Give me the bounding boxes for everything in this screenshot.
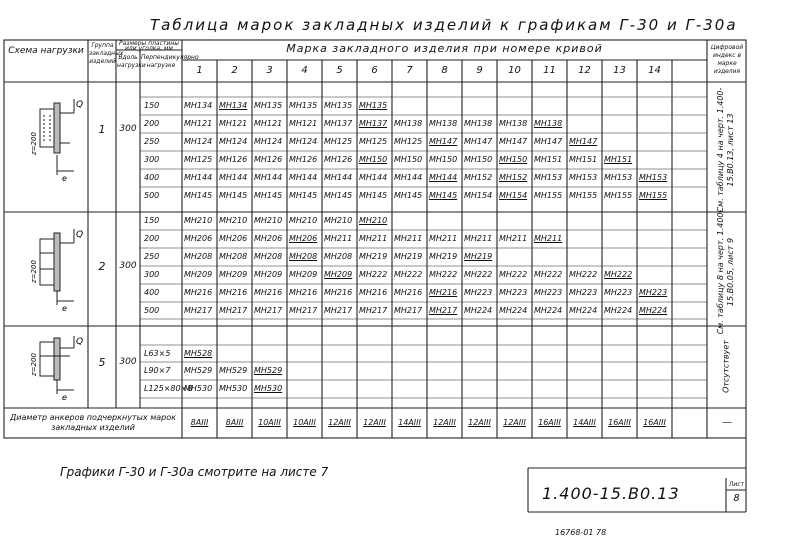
mark-cell: МН222	[429, 270, 458, 279]
anchor-diameter: 10AIII	[293, 418, 316, 427]
row-size: 500	[144, 306, 160, 315]
mark-cell: МН126	[289, 155, 318, 164]
mark-cell: МН210	[324, 216, 353, 225]
mark-cell: МН135	[254, 101, 283, 110]
mark-cell: МН144	[184, 173, 213, 182]
header-scheme: Схема нагрузки	[8, 46, 84, 56]
mark-cell: МН126	[219, 155, 248, 164]
along-value-1: 300	[119, 124, 137, 134]
sheet-number: 8	[733, 493, 740, 504]
svg-text:z=200: z=200	[30, 353, 38, 376]
mark-cell: МН135	[289, 101, 318, 110]
svg-text:e: e	[62, 393, 67, 402]
column-number-8: 8	[441, 65, 448, 76]
anchor-diameter: 16AIII	[538, 418, 561, 427]
scheme-label-q: Q	[76, 100, 84, 110]
mark-cell: МН222	[359, 270, 388, 279]
anchor-diameter: 12AIII	[433, 418, 456, 427]
column-number-1: 1	[196, 65, 203, 76]
anchor-diameter: 8AIII	[225, 418, 244, 427]
mark-cell: МН144	[219, 173, 248, 182]
mark-cell: МН137	[359, 119, 388, 128]
footnote: Графики Г-30 и Г-30а смотрите на листе 7	[60, 465, 329, 479]
mark-cell: МН134	[219, 101, 248, 110]
mark-cell: МН206	[254, 234, 283, 243]
mark-cell: МН208	[219, 252, 248, 261]
mark-cell: МН210	[289, 216, 318, 225]
row-size: 300	[144, 155, 160, 164]
mark-cell: МН224	[569, 306, 598, 315]
group-number-2: 2	[98, 260, 106, 273]
mark-cell: МН530	[254, 384, 283, 393]
mark-cell: МН153	[604, 173, 633, 182]
mark-cell: МН219	[464, 252, 493, 261]
mark-cell: МН216	[289, 288, 318, 297]
column-number-7: 7	[406, 65, 413, 76]
document-code: 1.400-15.В0.13	[542, 484, 680, 503]
mark-cell: МН154	[499, 191, 528, 200]
mark-cell: МН209	[184, 270, 213, 279]
mark-cell: МН121	[184, 119, 213, 128]
row-size: L90×7	[144, 366, 171, 375]
mark-cell: МН147	[429, 137, 458, 146]
load-scheme-2	[14, 225, 84, 315]
mark-cell: МН222	[569, 270, 598, 279]
mark-cell: МН145	[289, 191, 318, 200]
mark-cell: МН150	[499, 155, 528, 164]
svg-text:z=200: z=200	[30, 260, 38, 283]
mark-cell: МН144	[429, 173, 458, 182]
note-group-2: См. таблицу 8 на черт. 1.400-15.В0.05, лист 9	[716, 209, 735, 335]
mark-cell: МН147	[464, 137, 493, 146]
mark-cell: МН144	[359, 173, 388, 182]
column-number-12: 12	[578, 65, 591, 76]
mark-cell: МН209	[219, 270, 248, 279]
mark-cell: МН224	[464, 306, 493, 315]
mark-cell: МН217	[359, 306, 388, 315]
row-size: L63×5	[144, 349, 171, 358]
mark-cell: МН124	[184, 137, 213, 146]
mark-cell: МН223	[604, 288, 633, 297]
mark-cell: МН126	[324, 155, 353, 164]
mark-cell: МН530	[219, 384, 248, 393]
mark-cell: МН209	[254, 270, 283, 279]
mark-cell: МН121	[289, 119, 318, 128]
header-across: Перпендикулярно нагрузке	[141, 54, 199, 69]
mark-cell: МН216	[254, 288, 283, 297]
mark-cell: МН153	[534, 173, 563, 182]
mark-cell: МН216	[394, 288, 423, 297]
mark-cell: МН208	[324, 252, 353, 261]
mark-cell: МН223	[499, 288, 528, 297]
mark-cell: МН224	[499, 306, 528, 315]
mark-cell: МН222	[499, 270, 528, 279]
row-size: L125×80×8	[144, 384, 193, 393]
row-size: 500	[144, 191, 160, 200]
mark-cell: МН206	[219, 234, 248, 243]
mark-cell: МН150	[394, 155, 423, 164]
mark-cell: МН211	[359, 234, 388, 243]
anchor-diameter: 12AIII	[328, 418, 351, 427]
mark-cell: МН223	[569, 288, 598, 297]
row-size: 250	[144, 137, 160, 146]
anchors-label: Диаметр анкеров подчеркнутых марок закладных изделий	[10, 413, 176, 432]
column-number-6: 6	[371, 65, 378, 76]
mark-cell: МН216	[359, 288, 388, 297]
column-number-10: 10	[508, 65, 521, 76]
mark-cell: МН206	[184, 234, 213, 243]
mark-cell: МН222	[394, 270, 423, 279]
mark-cell: МН138	[429, 119, 458, 128]
mark-cell: МН151	[534, 155, 563, 164]
mark-cell: МН206	[289, 234, 318, 243]
mark-cell: МН153	[569, 173, 598, 182]
mark-cell: МН224	[534, 306, 563, 315]
mark-cell: МН219	[394, 252, 423, 261]
group-number-5: 5	[98, 356, 106, 369]
mark-cell: МН121	[254, 119, 283, 128]
mark-cell: МН144	[254, 173, 283, 182]
header-digital: Цифровой индекс в марке изделия	[710, 44, 744, 75]
anchor-diameter: 8AIII	[190, 418, 209, 427]
load-scheme-5	[14, 334, 84, 404]
row-size: 200	[144, 234, 160, 243]
sheet-label: Лист	[728, 481, 745, 488]
mark-cell: МН222	[534, 270, 563, 279]
mark-cell: МН224	[604, 306, 633, 315]
mark-cell: МН216	[219, 288, 248, 297]
mark-cell: МН145	[254, 191, 283, 200]
mark-cell: МН217	[394, 306, 423, 315]
mark-cell: МН152	[499, 173, 528, 182]
mark-cell: МН125	[324, 137, 353, 146]
mark-cell: МН528	[184, 349, 213, 358]
mark-cell: МН154	[464, 191, 493, 200]
svg-text:Q: Q	[76, 337, 84, 347]
mark-cell: МН530	[184, 384, 213, 393]
mark-cell: МН124	[254, 137, 283, 146]
mark-cell: МН155	[534, 191, 563, 200]
mark-cell: МН211	[394, 234, 423, 243]
mark-cell: МН211	[534, 234, 563, 243]
mark-cell: МН144	[289, 173, 318, 182]
mark-cell: МН152	[464, 173, 493, 182]
svg-text:Q: Q	[76, 230, 84, 240]
mark-cell: МН151	[604, 155, 633, 164]
mark-cell: МН209	[289, 270, 318, 279]
archive-stamp: 16768-01 78	[555, 528, 607, 537]
svg-text:e: e	[62, 304, 67, 313]
mark-cell: МН223	[464, 288, 493, 297]
mark-cell: МН529	[184, 366, 213, 375]
along-value-2: 300	[119, 261, 137, 271]
mark-cell: МН222	[604, 270, 633, 279]
mark-cell: МН153	[639, 173, 668, 182]
mark-cell: МН150	[464, 155, 493, 164]
mark-cell: МН224	[639, 306, 668, 315]
header-marks: Марка закладного изделия при номере кривой	[286, 42, 603, 55]
mark-cell: МН211	[499, 234, 528, 243]
column-number-5: 5	[336, 65, 343, 76]
table-title: Таблица марок закладных изделий к графикам Г-30 и Г-30а	[150, 16, 738, 34]
note-group-5: Отсутствует	[721, 340, 731, 393]
mark-cell: МН211	[429, 234, 458, 243]
along-value-5: 300	[119, 357, 137, 367]
mark-cell: МН210	[219, 216, 248, 225]
mark-cell: МН211	[324, 234, 353, 243]
mark-cell: МН217	[254, 306, 283, 315]
load-scheme-1	[14, 95, 84, 185]
anchor-diameter: 16AIII	[643, 418, 666, 427]
mark-cell: МН210	[254, 216, 283, 225]
mark-cell: МН529	[219, 366, 248, 375]
mark-cell: МН217	[219, 306, 248, 315]
mark-cell: МН145	[394, 191, 423, 200]
mark-cell: МН155	[604, 191, 633, 200]
mark-cell: МН155	[569, 191, 598, 200]
mark-cell: МН125	[394, 137, 423, 146]
column-number-9: 9	[476, 65, 483, 76]
mark-cell: МН138	[394, 119, 423, 128]
mark-cell: МН138	[499, 119, 528, 128]
anchor-diameter: 14AIII	[573, 418, 596, 427]
column-number-3: 3	[266, 65, 273, 76]
mark-cell: МН155	[639, 191, 668, 200]
mark-cell: МН150	[429, 155, 458, 164]
mark-cell: МН216	[184, 288, 213, 297]
mark-cell: МН125	[359, 137, 388, 146]
row-size: 400	[144, 288, 160, 297]
mark-cell: МН210	[359, 216, 388, 225]
column-number-13: 13	[613, 65, 626, 76]
svg-text:e: e	[62, 174, 67, 183]
anchor-diameter: 12AIII	[503, 418, 526, 427]
mark-cell: МН208	[254, 252, 283, 261]
note-group-1: См. таблицу 4 на черт. 1.400-15.В0.13, лист 13	[716, 87, 735, 213]
mark-cell: МН219	[359, 252, 388, 261]
anchor-diameter: 16AIII	[608, 418, 631, 427]
mark-cell: МН216	[429, 288, 458, 297]
anchors-digital: —	[722, 417, 732, 428]
mark-cell: МН223	[639, 288, 668, 297]
mark-cell: МН217	[429, 306, 458, 315]
mark-cell: МН125	[184, 155, 213, 164]
mark-cell: МН145	[324, 191, 353, 200]
mark-cell: МН138	[534, 119, 563, 128]
mark-cell: МН209	[324, 270, 353, 279]
mark-cell: МН147	[569, 137, 598, 146]
column-number-14: 14	[648, 65, 661, 76]
svg-text:z=200: z=200	[30, 132, 38, 155]
mark-cell: МН126	[254, 155, 283, 164]
header-sizes: Размеры пластины или уголка, мм	[119, 40, 179, 52]
mark-cell: МН151	[569, 155, 598, 164]
mark-cell: МН145	[219, 191, 248, 200]
mark-cell: МН147	[499, 137, 528, 146]
mark-cell: МН217	[324, 306, 353, 315]
mark-cell: МН150	[359, 155, 388, 164]
row-size: 200	[144, 119, 160, 128]
row-size: 250	[144, 252, 160, 261]
anchor-diameter: 12AIII	[468, 418, 491, 427]
row-size: 400	[144, 173, 160, 182]
mark-cell: МН134	[184, 101, 213, 110]
mark-cell: МН208	[289, 252, 318, 261]
mark-cell: МН210	[184, 216, 213, 225]
mark-cell: МН124	[219, 137, 248, 146]
mark-cell: МН208	[184, 252, 213, 261]
mark-cell: МН124	[289, 137, 318, 146]
anchor-diameter: 12AIII	[363, 418, 386, 427]
mark-cell: МН217	[289, 306, 318, 315]
mark-cell: МН144	[394, 173, 423, 182]
mark-cell: МН223	[534, 288, 563, 297]
anchor-diameter: 10AIII	[258, 418, 281, 427]
mark-cell: МН145	[184, 191, 213, 200]
mark-cell: МН135	[359, 101, 388, 110]
row-size: 150	[144, 216, 160, 225]
mark-cell: МН145	[429, 191, 458, 200]
mark-cell: МН217	[184, 306, 213, 315]
group-number-1: 1	[98, 123, 106, 136]
mark-cell: МН138	[464, 119, 493, 128]
mark-cell: МН211	[464, 234, 493, 243]
mark-cell: МН121	[219, 119, 248, 128]
mark-cell: МН135	[324, 101, 353, 110]
mark-cell: МН216	[324, 288, 353, 297]
mark-cell: МН529	[254, 366, 283, 375]
anchor-diameter: 14AIII	[398, 418, 421, 427]
mark-cell: МН145	[359, 191, 388, 200]
column-number-11: 11	[543, 65, 556, 76]
mark-cell: МН147	[534, 137, 563, 146]
header-group: Группа закладных изделий	[89, 42, 124, 65]
mark-cell: МН144	[324, 173, 353, 182]
mark-cell: МН219	[429, 252, 458, 261]
row-size: 300	[144, 270, 160, 279]
column-number-4: 4	[301, 65, 308, 76]
column-number-2: 2	[231, 65, 238, 76]
header-along: Вдоль нагрузки	[117, 54, 146, 69]
row-size: 150	[144, 101, 160, 110]
mark-cell: МН137	[324, 119, 353, 128]
mark-cell: МН222	[464, 270, 493, 279]
